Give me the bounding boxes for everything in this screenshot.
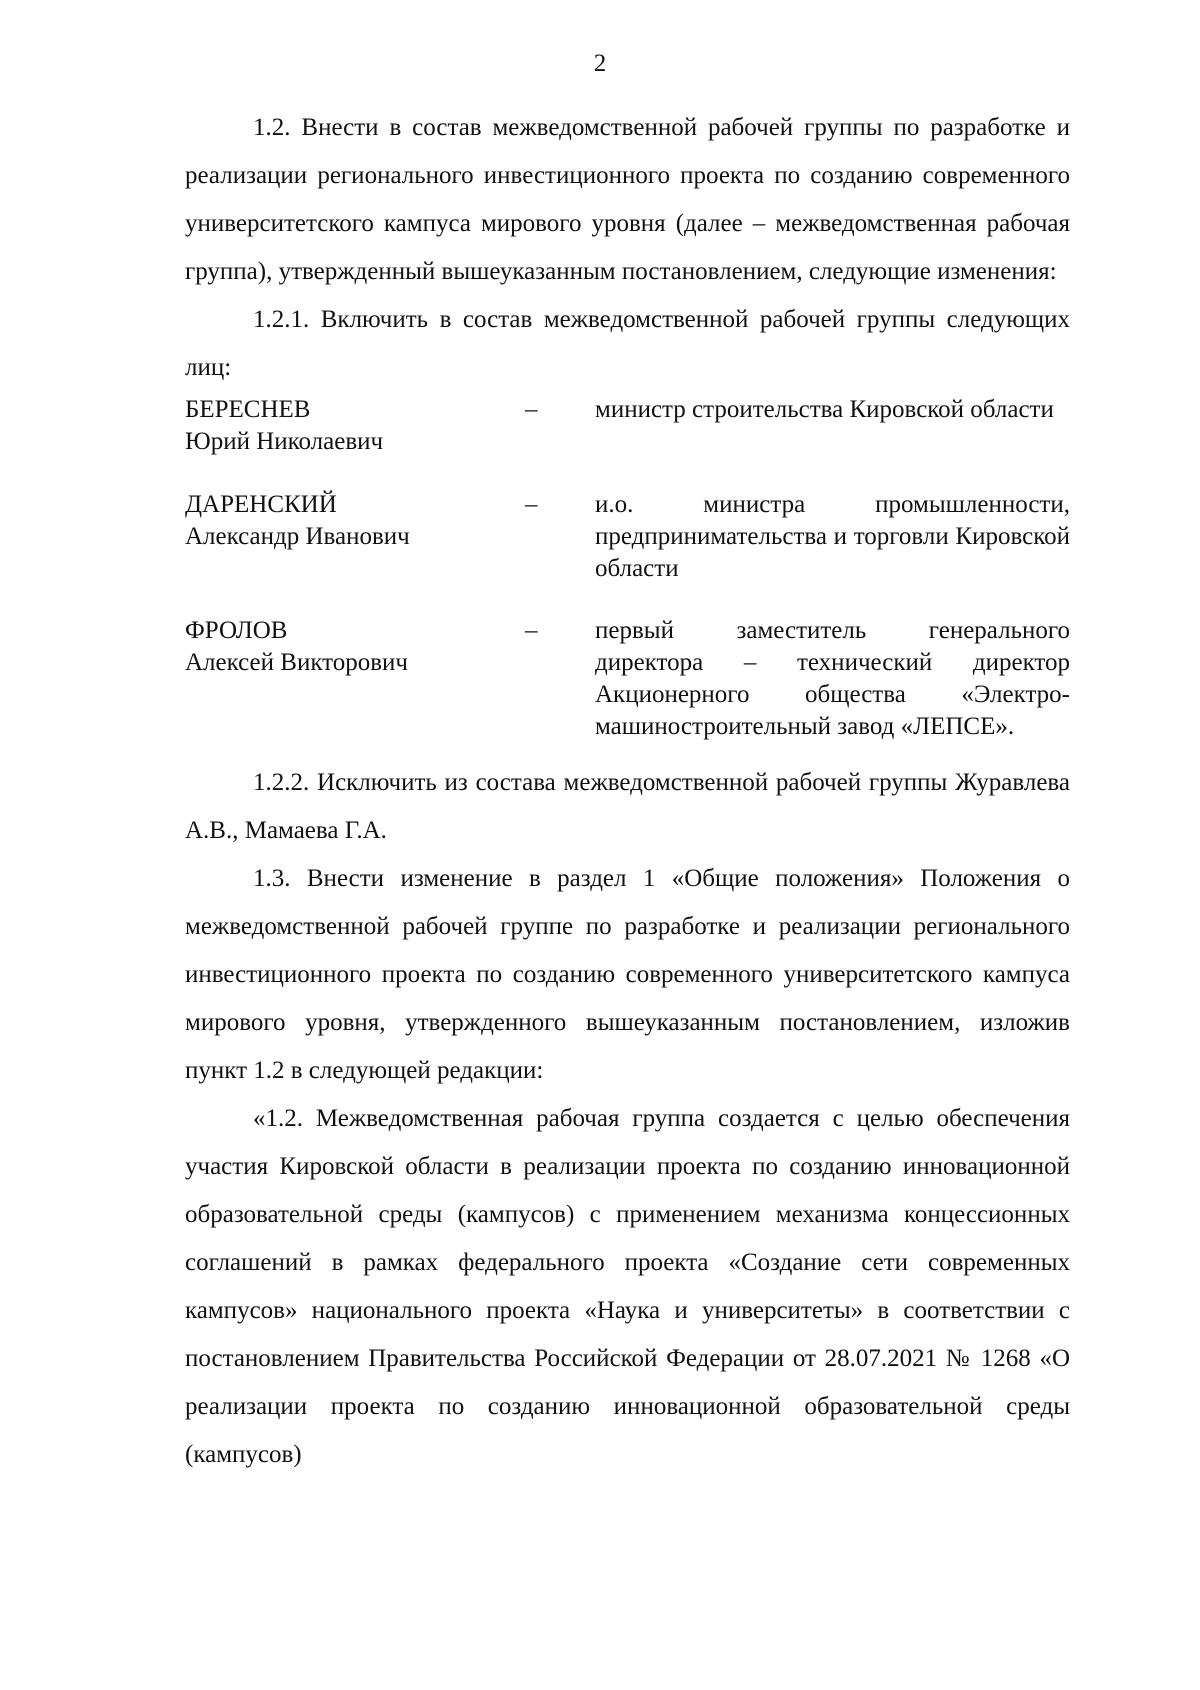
member-given-names: Юрий Николаевич xyxy=(185,428,384,455)
member-position: и.о. министра промышленности, предпринимательства и торговли Кировской области xyxy=(595,491,1070,582)
document-body xyxy=(185,104,1070,1479)
member-given-names: Александр Иванович xyxy=(185,523,410,550)
member-position: первый заместитель генерального директора – технический директор Акционерного общества «Электро-машиностроительный завод «ЛЕПСЕ». xyxy=(595,617,1070,740)
member-name xyxy=(185,615,525,743)
page-number: 2 xyxy=(593,50,607,77)
member-surname: БЕРЕСНЕВ xyxy=(185,396,311,423)
member-position: министр строительства Кировской области xyxy=(595,396,1054,423)
paragraph-1-2-2: 1.2.2. Исключить из состава межведомственной рабочей группы Журавлева А.В., Мамаева Г.А. xyxy=(185,769,1070,844)
member-entry xyxy=(185,615,1070,743)
member-given-names: Алексей Викторович xyxy=(185,649,408,676)
member-dash: – xyxy=(525,617,538,644)
member-dash: – xyxy=(525,396,538,423)
member-name xyxy=(185,394,525,458)
member-surname: ФРОЛОВ xyxy=(185,617,288,644)
members-list xyxy=(185,394,1070,743)
quoted-paragraph-1-2: «1.2. Межведомственная рабочая группа создается с целью обеспечения участия Кировской области в реализации проекта по созданию инновационной образовательной среды (кампусов) с применением механизма концессионных соглашений в рамках федерального проекта «Создание сети современных кампусов» национального проекта «Наука и университеты» в соответствии с постановлением Правительства Российской Федерации от 28.07.2021 № 1268 «О реализации проекта по созданию инновационной образовательной среды (кампусов) xyxy=(185,1105,1070,1468)
paragraph-1-2: 1.2. Внести в состав межведомственной рабочей группы по разработке и реализации регионального инвестиционного проекта по созданию современного университетского кампуса мирового уровня (далее – межведомственная рабочая группа), утвержденный вышеуказанным постановлением, следующие изменения: xyxy=(185,114,1070,285)
member-dash: – xyxy=(525,491,538,518)
member-name xyxy=(185,489,525,585)
member-entry xyxy=(185,489,1070,585)
member-surname: ДАРЕНСКИЙ xyxy=(185,491,337,518)
paragraph-1-3: 1.3. Внести изменение в раздел 1 «Общие положения» Положения о межведомственной рабочей группе по разработке и реализации регионального инвестиционного проекта по созданию современного университетского кампуса мирового уровня, утвержденного вышеуказанным постановлением, изложив пункт 1.2 в следующей редакции: xyxy=(185,865,1070,1084)
paragraph-1-2-1: 1.2.1. Включить в состав межведомственной рабочей группы следующих лиц: xyxy=(185,306,1070,381)
member-entry xyxy=(185,394,1070,458)
